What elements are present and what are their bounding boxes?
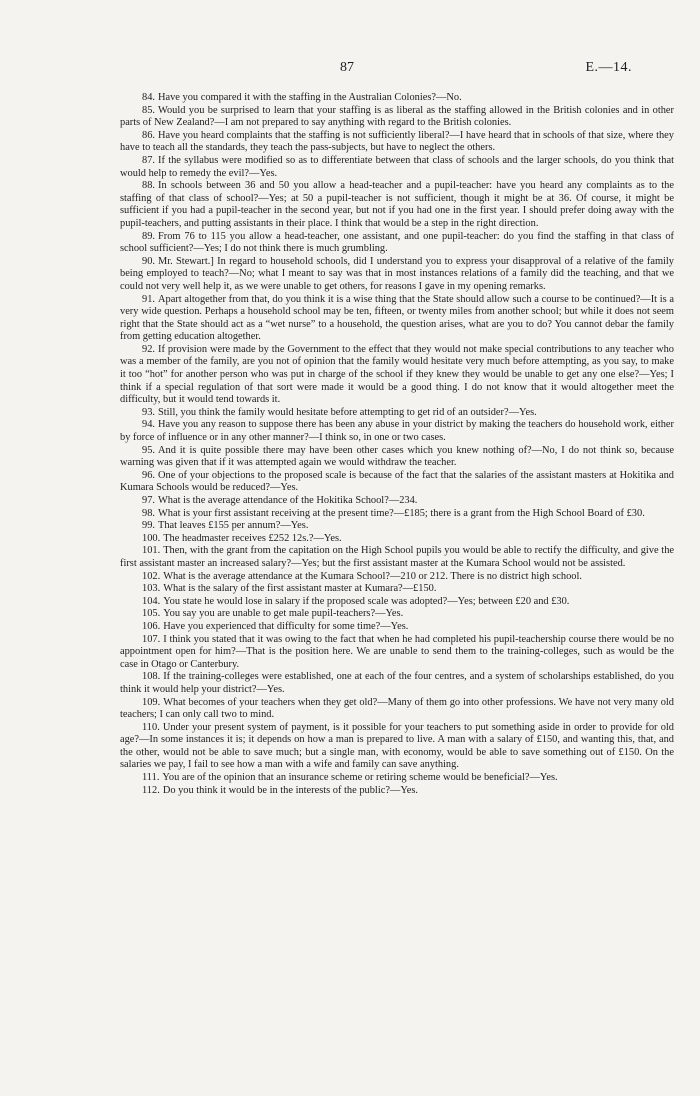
paragraph-85: 85. Would you be surprised to learn that your staffing is as liberal as the staffing allowed in the British colonies and in other parts of New Zealand?—I am not prepared to say anything with regard to the British colonies. (120, 104, 674, 129)
paragraph-107: 107. I think you stated that it was owing to the fact that when he had completed his pupil-teachership course there would be no appointment open for him?—That is the position here. We are unable to send them to the training-colleges, such as would be the case in Otago or Canterbury. (120, 633, 674, 670)
paragraph-96: 96. One of your objections to the proposed scale is because of the fact that the salaries of the assistant masters at Hokitika and Kumara Schools would be reduced?—Yes. (120, 469, 674, 494)
paragraph-88: 88. In schools between 36 and 50 you allow a head-teacher and a pupil-teacher: have you heard any complaints as to the staffing of that class of school?—Yes; at 50 a pupil-teacher is not sufficient, though it might be at 36. Of course, it might be sufficient if you had a pupil-teacher in the second year, but not if you had one in the first year. I should prefer doing away with the pupil-teachers, and putting assistants in their place. I think that would be a step in the right direction. (120, 180, 674, 229)
paragraph-89: 89. From 76 to 115 you allow a head-teacher, one assistant, and one pupil-teacher: do you find the staffing in that class of school sufficient?—Yes; I do not think there is much grumbling. (120, 230, 674, 255)
paragraph-110: 110. Under your present system of payment, is it possible for your teachers to put something aside in order to provide for old age?—In some instances it is; it depends on how a man is prepared to live. A man with a salary of £150, and wanting this, that, and the other, would not be able to save much; but a single man, with economy, would be able to save something out of £150. On the salaries we pay, I fail to see how a man with a wife and family can save anything. (120, 721, 674, 771)
paragraph-99: 99. That leaves £155 per annum?—Yes. (142, 520, 309, 532)
page-number: 87 (340, 60, 354, 75)
paragraph-94: 94. Have you any reason to suppose there has been any abuse in your district by making the teachers do household work, either by force of influence or in any other manner?—I think so, in one or two cases. (120, 419, 674, 444)
page-header (0, 60, 700, 80)
paragraph-101: 101. Then, with the grant from the capitation on the High School pupils you would be able to rectify the difficulty, and give the first assistant master an increased salary?—Yes; but the first assistant master at the Kumara School would not be assisted. (120, 545, 674, 569)
paragraph-104: 104. You state he would lose in salary if the proposed scale was adopted?—Yes; between £20 and £30. (142, 595, 570, 607)
paragraph-93: 93. Still, you think the family would hesitate before attempting to get rid of an outsider?—Yes. (142, 406, 537, 418)
paragraph-112: 112. Do you think it would be in the interests of the public?—Yes. (142, 784, 419, 796)
paragraph-109: 109. What becomes of your teachers when they get old?—Many of them go into other professions. We have not very many old teachers; I can only call two to mind. (120, 696, 674, 721)
paragraph-105: 105. You say you are unable to get male pupil-teachers?—Yes. (142, 608, 404, 620)
paragraph-98: 98. What is your first assistant receiving at the present time?—£185; there is a grant from the High School Board of £30. (142, 507, 645, 519)
paragraph-108: 108. If the training-colleges were established, one at each of the four centres, and a system of scholarships established, do you think it would help your district?—Yes. (120, 671, 674, 695)
paragraph-111: 111. You are of the opinion that an insurance scheme or retiring scheme would be beneficial?—Yes. (142, 772, 558, 784)
paragraph-86: 86. Have you heard complaints that the staffing is not sufficiently liberal?—I have heard that in schools of that size, where they have to teach all the standards, they teach the pass-subjects, but have to neglect the others. (120, 129, 674, 154)
paragraph-90: 90. Mr. Stewart.] In regard to household schools, did I understand you to express your disapproval of a relative of the family being employed to teach?—No; what I meant to say was that in most instances relations of a family did the teaching, and that we could not very well help it, as we were unable to get others, for reasons I gave in my opening remarks. (120, 255, 674, 292)
testimony-body (120, 92, 674, 797)
document-reference: E.—14. (585, 60, 632, 75)
paragraph-92: 92. If provision were made by the Government to the effect that they would not make special contributions to any teacher who was a member of the family, are you not of opinion that the family would hesitate very much before attempting, as you say, to make it too “hot” for another person who was put in charge of the school if they knew they would be unable to get any one else?—Yes; I think if a special regulation of that sort were made it would be a good thing. I do not know that it would altogether meet the difficulty, but it would tend towards it. (120, 343, 674, 406)
paragraph-100: 100. The headmaster receives £252 12s.?—Yes. (142, 532, 342, 544)
paragraph-103: 103. What is the salary of the first assistant master at Kumara?—£150. (142, 583, 437, 595)
paragraph-102: 102. What is the average attendance at the Kumara School?—210 or 212. There is no district high school. (142, 570, 582, 582)
paragraph-97: 97. What is the average attendance of the Hokitika School?—234. (142, 495, 418, 506)
paragraph-87: 87. If the syllabus were modified so as to differentiate between that class of schools and the larger schools, do you think that would help to remedy the evil?—Yes. (120, 154, 674, 179)
paragraph-91: 91. Apart altogether from that, do you think it is a wise thing that the State should allow such a course to be continued?—It is a very wide question. Perhaps a household school may be ten, fifteen, or twenty miles from another school; but while it does not seem right that the State should act as a “wet nurse” to a household, the question arises, what are you to do? You cannot debar the family from getting education altogether. (120, 293, 674, 343)
paragraph-106: 106. Have you experienced that difficulty for some time?—Yes. (142, 620, 409, 632)
paragraph-95: 95. And it is quite possible there may have been other cases which you knew nothing of?—No, I do not think so, because warning was given that if it was attempted again we would withdraw the teacher. (120, 444, 674, 469)
paragraph-84: 84. Have you compared it with the staffing in the Australian Colonies?—No. (142, 92, 462, 103)
